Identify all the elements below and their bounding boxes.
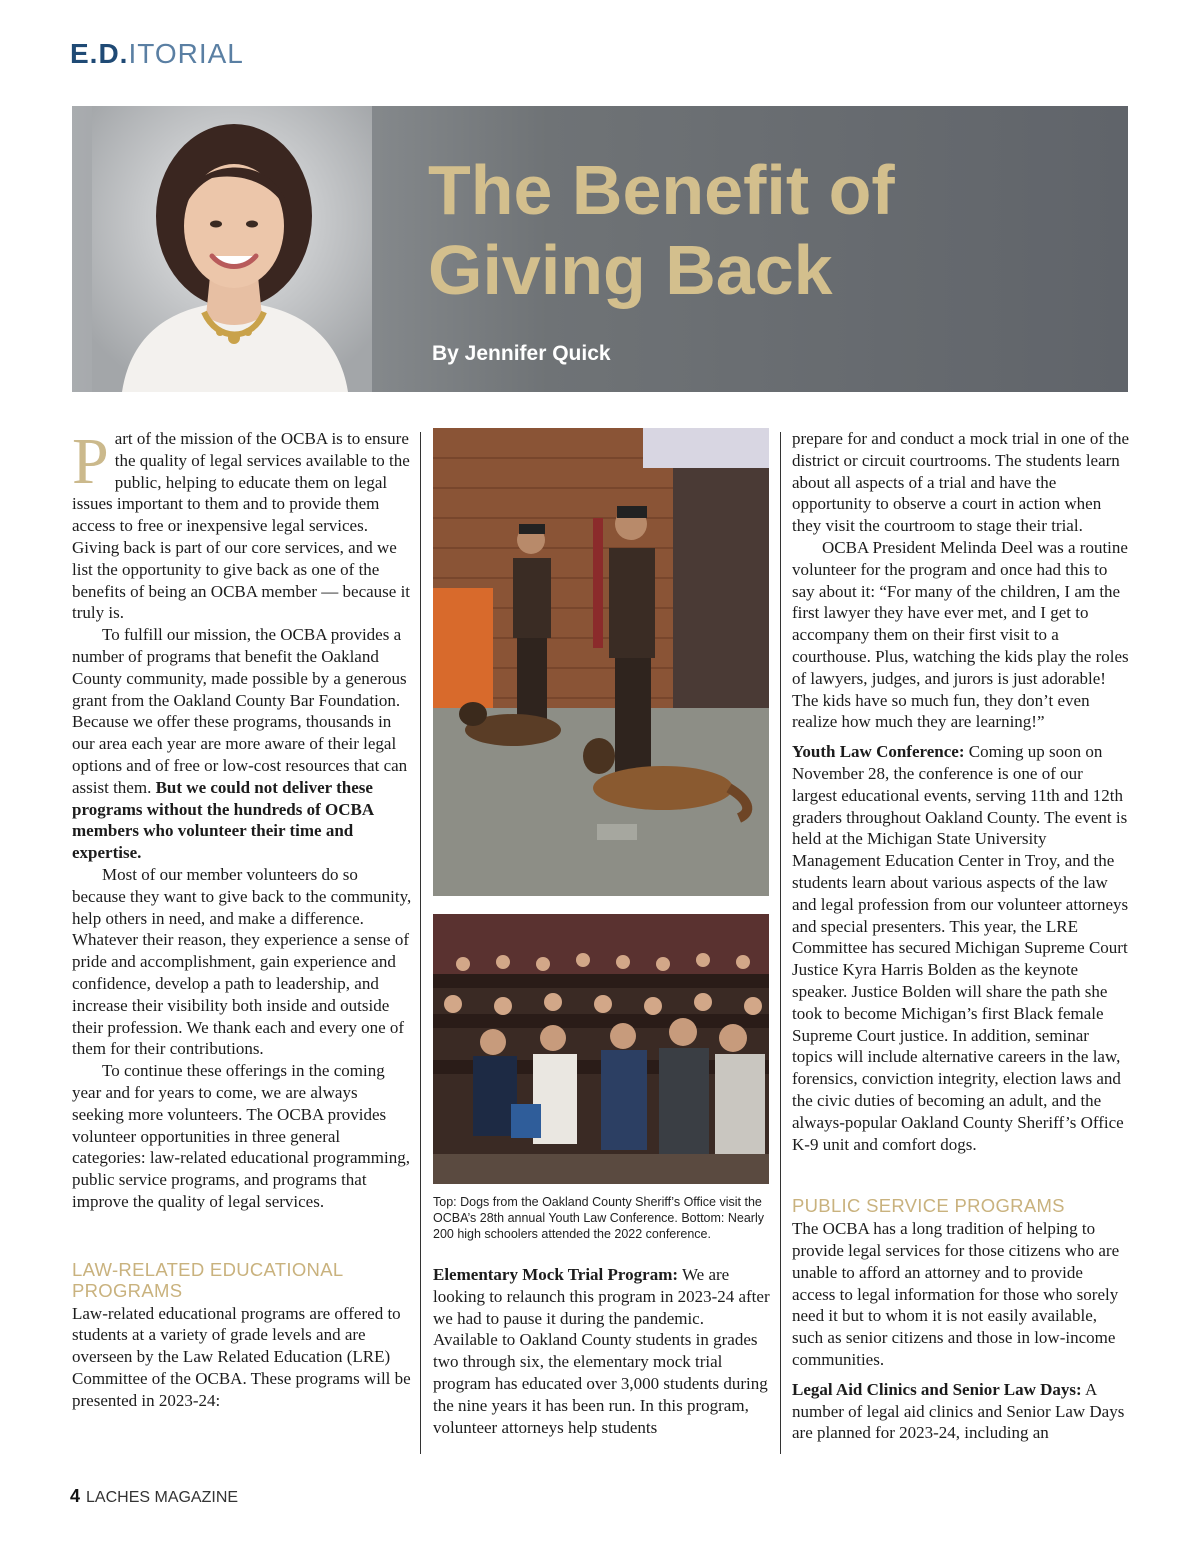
paragraph: prepare for and conduct a mock trial in one of the district or circuit courtrooms. The students learn about all aspects of a trial and have the opportunity to observe a court in action when they visit the courtroom to stage their trial. [792, 429, 1130, 536]
section-tag [70, 38, 244, 70]
paragraph [792, 741, 1130, 1155]
paragraph: OCBA President Melinda Deel was a routine volunteer for the program and once had this to say about it: “For many of the children, I am the first lawyer they have ever met, and I get to accompany them on their first visit to a courthouse. Plus, watching the kids play the roles of lawyers, judges, and jurors is just adorable! The kids have so much fun, they don’t even realize how much they are learning!” [792, 537, 1129, 732]
paragraph-text: Coming up soon on November 28, the conference is one of our largest educational events, serving 11th and 12th graders throughout Oakland County. The event is held at the Michigan State University Management Education Center in Troy, and the students learn about various aspects of the law and legal profession from our volunteer attorneys and special presenters. This year, the LRE Committee has secured Michigan Supreme Court Justice Kyra Harris Bolden as the keynote speaker. Justice Bolden will share the path she took to become Michigan’s first Black female Supreme Court justice. In addition, seminar topics will include alternative careers in the law, forensics, conviction integrity, election laws and the civic duties of becoming an adult, and the always-popular Oakland County Sheriff’s Office K-9 unit and comfort dogs. [792, 742, 1129, 1154]
paragraph-text: To fulfill our mission, the OCBA provides a number of programs that benefit the Oakland County community, made possible by a generous grant from the Oakland County Bar Foundation. Because we offer these programs, thousands in our area each year are more aware of their legal options and of free or low-cost resources that can assist them. [72, 625, 408, 797]
run-in-heading-youth-law: Youth Law Conference: [792, 742, 965, 762]
article-title-line2: Giving Back [428, 231, 833, 309]
article-byline: By Jennifer Quick [432, 342, 611, 365]
column-3 [792, 428, 1130, 1444]
paragraph: The OCBA has a long tradition of helping to provide legal services for those citizens who are unable to afford an attorney and to provide access to legal information for those who sorely need it but to whom it is not easily available, such as senior citizens and those in low-income communities. [792, 1219, 1120, 1370]
audience-photo-image [433, 914, 769, 1184]
column-2 [433, 428, 771, 1438]
drop-cap: P [72, 425, 109, 498]
column-rule [780, 432, 781, 1454]
article-title-line1: The Benefit of [428, 151, 895, 229]
section-tag-strong: E.D. [70, 38, 129, 69]
paragraph: Most of our member volunteers do so because they want to give back to the community, help others in need, and make a difference. Whatever their reason, they experience a sense of pride and accomplishment, gain experience and confidence, develop a path to leadership, and increase their visibility both inside and outside their profession. We thank each and every one of them for their contributions. [72, 864, 412, 1059]
paragraph [72, 624, 412, 864]
paragraph: Law-related educational programs are offered to students at a variety of grade levels and are overseen by the Law Related Education (LRE) Committee of the OCBA. These programs will be presented in 2023-24: [72, 1303, 411, 1410]
subhead-public-service: PUBLIC SERVICE PROGRAMS [792, 1195, 1065, 1217]
paragraph-text: A number of legal aid clinics and Senior Law Days are planned for 2023-24, including an [792, 1379, 1125, 1443]
paragraph-bold-text: But we could not deliver these programs without the hundreds of OCBA members who volunteer their time and expertise. [72, 777, 374, 863]
article-banner [72, 106, 1128, 392]
paragraph [792, 1379, 1130, 1444]
page-number: 4 [70, 1486, 81, 1506]
paragraph-text: We are looking to relaunch this program in 2023-24 after we had to pause it during the pandemic. Available to Oakland County students in grades two through six, the elementary mock trial program has educated over 3,000 students during the nine years it has been run. In this program, volunteer attorneys help students [433, 1265, 770, 1437]
section-tag-light: ITORIAL [128, 38, 244, 69]
paragraph [72, 425, 412, 624]
subhead-law-related: LAW-RELATED EDUCATIONAL PROGRAMS [72, 1258, 343, 1301]
photo-caption: Top: Dogs from the Oakland County Sheriff’s Office visit the OCBA’s 28th annual Youth Law Conference. Bottom: Nearly 200 high schoolers attended the 2022 conference. [433, 1195, 764, 1241]
k9-photo-image [433, 428, 769, 896]
paragraph-text: art of the mission of the OCBA is to ensure the quality of legal services available to the public, helping to educate them on legal issues important to them and to provide them access to free or inexpensive legal services. Giving back is part of our core services, and we list the opportunity to give back as one of the benefits of being an OCBA member — because it truly is. [72, 429, 411, 623]
run-in-heading-mock-trial: Elementary Mock Trial Program: [433, 1265, 679, 1284]
paragraph [433, 1264, 771, 1438]
paragraph: To continue these offerings in the coming year and for years to come, we are always seeking more volunteers. The OCBA provides volunteer opportunities in three general categories: law-related educational programming, public service programs, and programs that improve the quality of legal services. [72, 1061, 410, 1211]
article-title [428, 150, 895, 310]
run-in-heading-legal-aid: Legal Aid Clinics and Senior Law Days: [792, 1379, 1082, 1399]
photo-students-audience [433, 914, 769, 1184]
author-portrait [92, 106, 372, 392]
column-rule [420, 432, 421, 1454]
page-footer [70, 1486, 238, 1507]
column-1 [72, 425, 412, 1412]
photo-k9-dogs [433, 428, 769, 896]
magazine-name: LACHES MAGAZINE [86, 1489, 239, 1506]
